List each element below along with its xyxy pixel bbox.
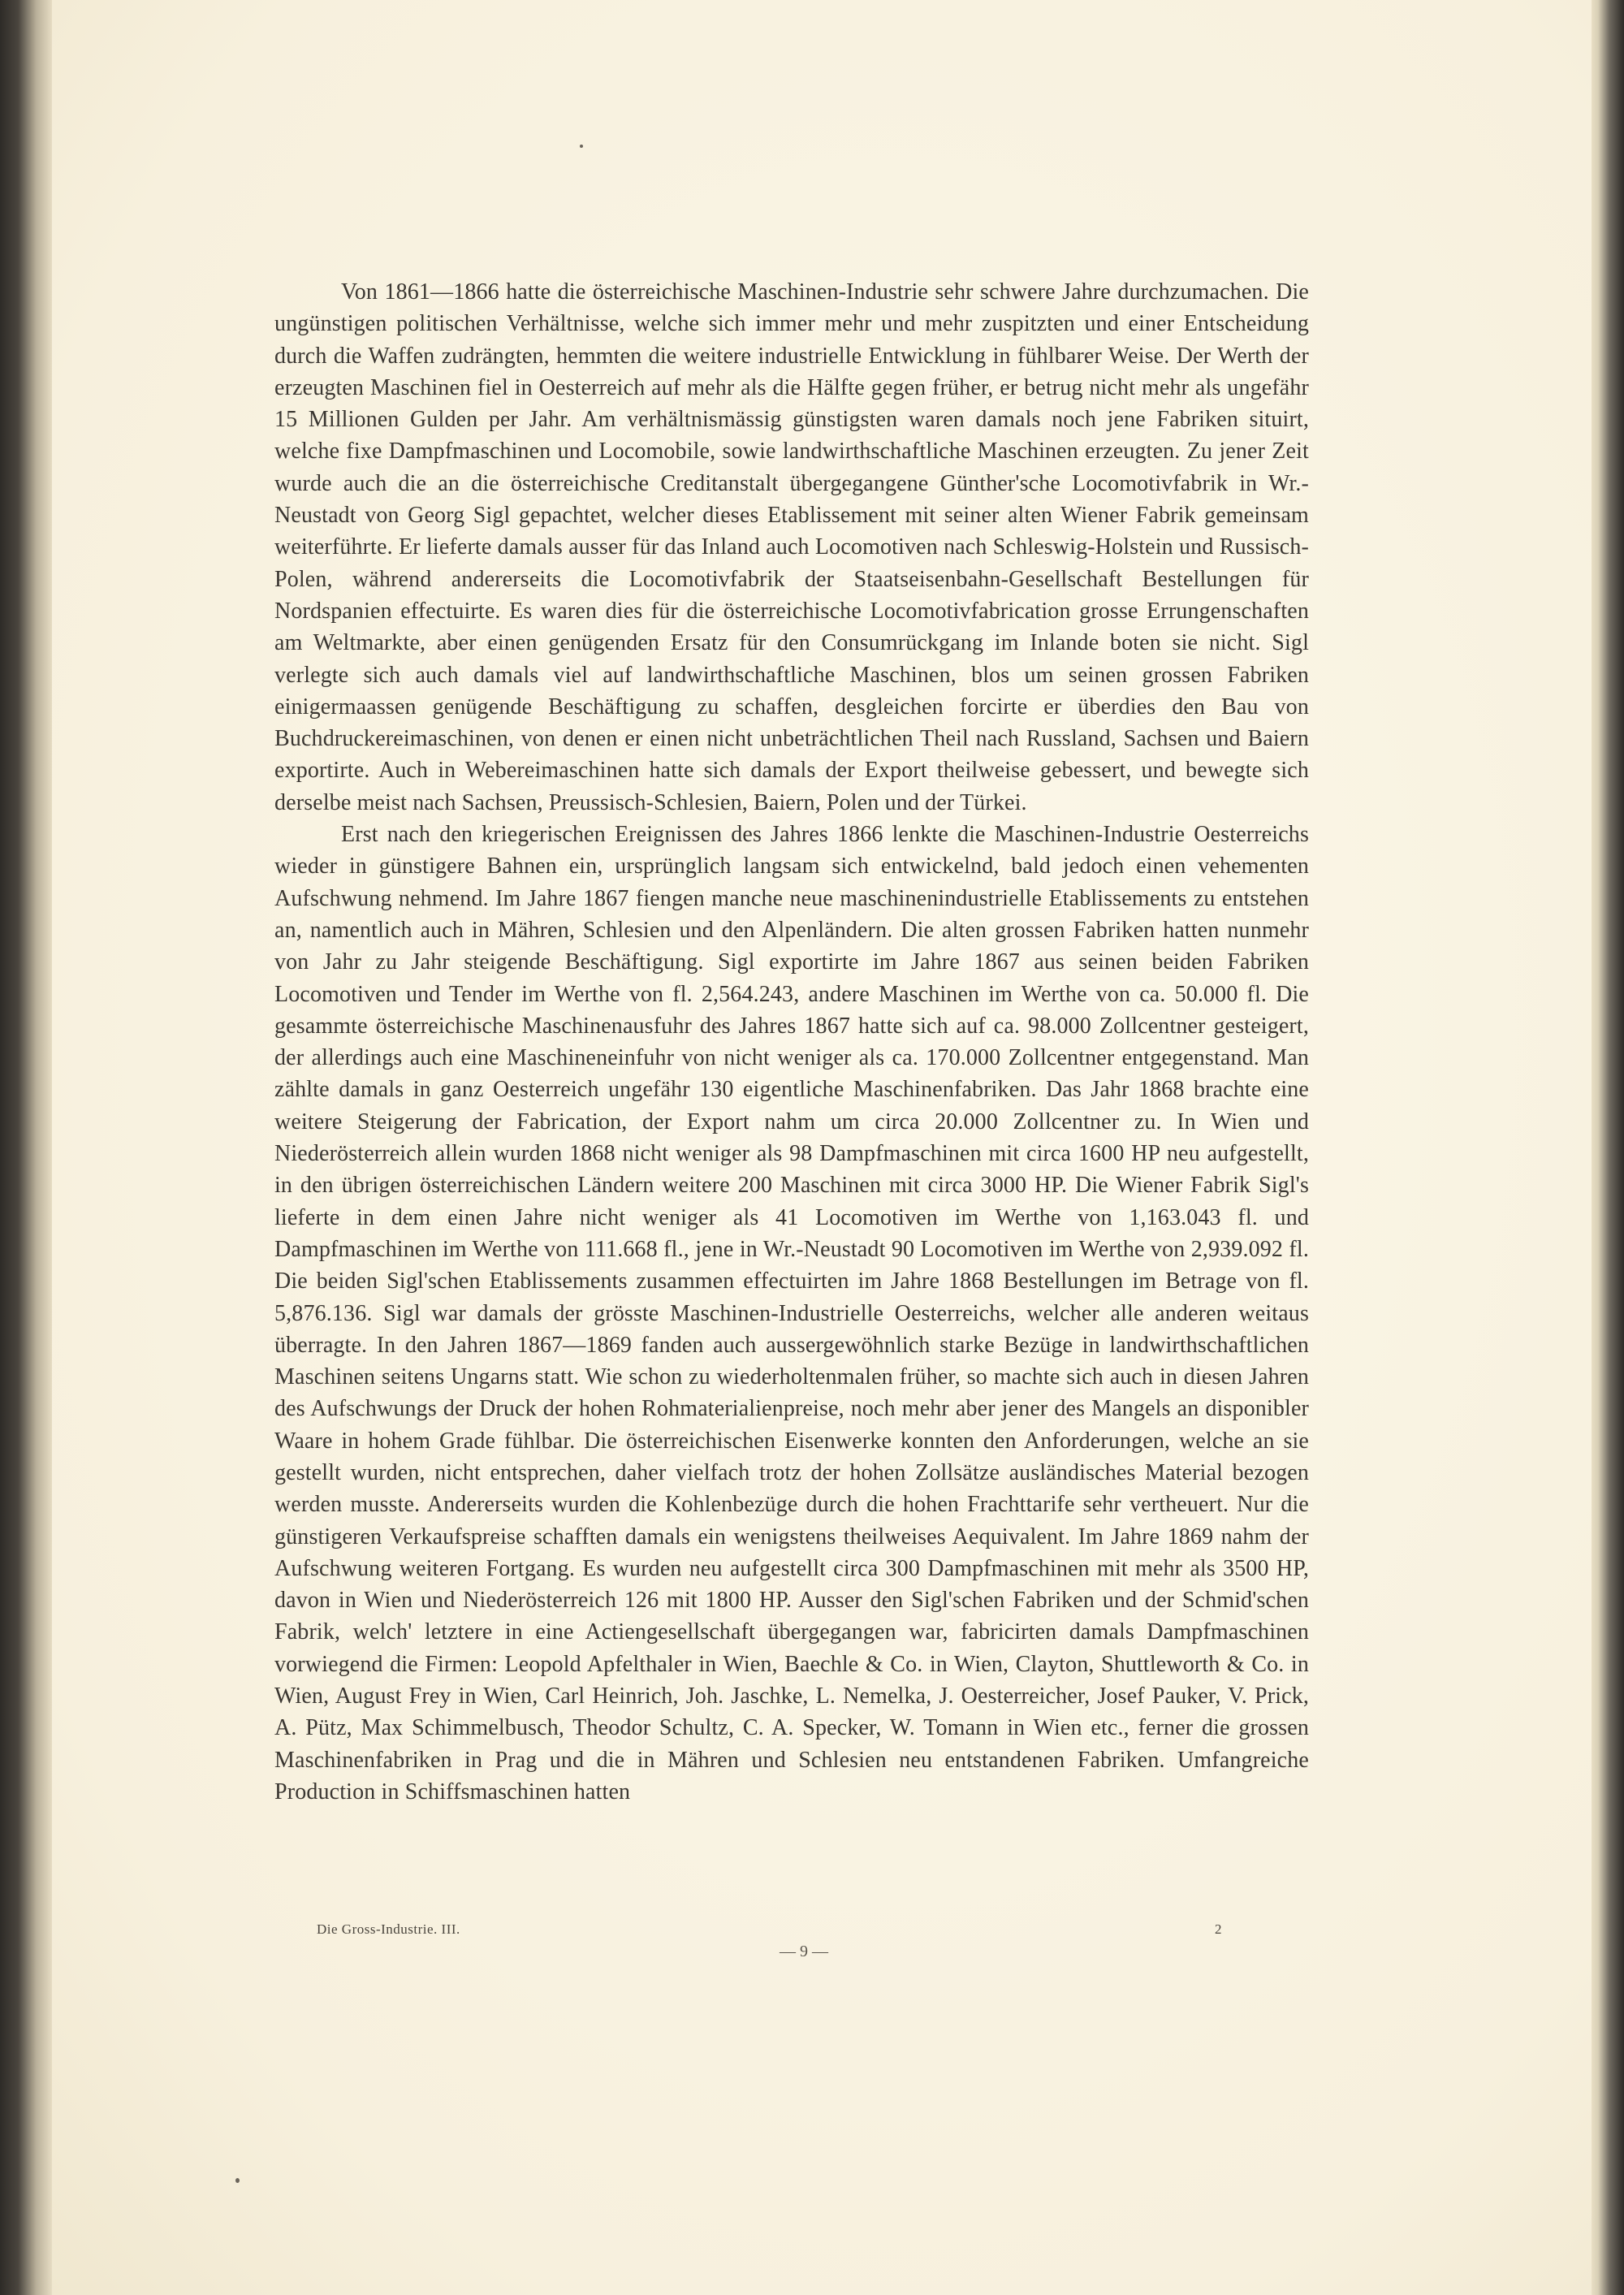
ink-speck — [235, 2178, 240, 2183]
sheet-number: 2 — [1215, 1921, 1222, 1937]
body-text — [274, 276, 1309, 1808]
page-number: — 9 — — [780, 1943, 828, 1960]
ink-speck — [580, 145, 583, 148]
paragraph: Erst nach den kriegerischen Ereignissen des Jahres 1866 lenkte die Maschinen-Industrie Oesterreichs wieder in günstigere Bahnen ein, ursprünglich langsam sich entwickelnd, bald jedoch einen vehementen Aufschwung nehmend. Im Jahre 1867 fiengen manche neue maschinenindustrielle Etablissements zu entstehen an, namentlich auch in Mähren, Schlesien und den Alpenländern. Die alten grossen Fabriken hatten nunmehr von Jahr zu Jahr steigende Beschäftigung. Sigl exportirte im Jahre 1867 aus seinen beiden Fabriken Locomotiven und Tender im Werthe von fl. 2,564.243, andere Maschinen im Werthe von ca. 50.000 fl. Die gesammte österreichische Maschinenausfuhr des Jahres 1867 hatte sich auf ca. 98.000 Zollcentner gesteigert, der allerdings auch eine Maschineneinfuhr von nicht weniger als ca. 170.000 Zollcentner entgegenstand. Man zählte damals in ganz Oesterreich ungefähr 130 eigentliche Maschinenfabriken. Das Jahr 1868 brachte eine weitere Steigerung der Fabrication, der Export nahm um circa 20.000 Zollcentner zu. In Wien und Niederösterreich allein wurden 1868 nicht weniger als 98 Dampfmaschinen mit circa 1600 HP neu aufgestellt, in den übrigen österreichischen Ländern weitere 200 Maschinen mit circa 3000 HP. Die Wiener Fabrik Sigl's lieferte in dem einen Jahre nicht weniger als 41 Locomotiven im Werthe von 1,163.043 fl. und Dampfmaschinen im Werthe von 111.668 fl., jene in Wr.-Neustadt 90 Locomotiven im Werthe von 2,939.092 fl. Die beiden Sigl'schen Etablissements zusammen effectuirten im Jahre 1868 Bestellungen im Betrage von fl. 5,876.136. Sigl war damals der grösste Maschinen-Industrielle Oesterreichs, welcher alle anderen weitaus überragte. In den Jahren 1867—1869 fanden auch aussergewöhnlich starke Bezüge in landwirthschaftlichen Maschinen seitens Ungarns statt. Wie schon zu wiederholtenmalen früher, so machte sich auch in diesen Jahren des Aufschwungs der Druck der hohen Rohmaterialienpreise, noch mehr aber jener des Mangels an disponibler Waare in hohem Grade fühlbar. Die österreichischen Eisenwerke konnten den Anforderungen, welche an sie gestellt wurden, nicht entsprechen, daher vielfach trotz der hohen Zollsätze ausländisches Material bezogen werden musste. Andererseits wurden die Kohlenbezüge durch die hohen Frachttarife sehr vertheuert. Nur die günstigeren Verkaufspreise schafften damals ein wenigstens theilweises Aequivalent. Im Jahre 1869 nahm der Aufschwung weiteren Fortgang. Es wurden neu aufgestellt circa 300 Dampfmaschinen mit mehr als 3500 HP, davon in Wien und Niederösterreich 126 mit 1800 HP. Ausser den Sigl'schen Fabriken und der Schmid'schen Fabrik, welch' letztere in eine Actiengesellschaft übergegangen war, fabricirten damals Dampfmaschinen vorwiegend die Firmen: Leopold Apfelthaler in Wien, Baechle & Co. in Wien, Clayton, Shuttleworth & Co. in Wien, August Frey in Wien, Carl Heinrich, Joh. Jaschke, L. Nemelka, J. Oesterreicher, Josef Pauker, V. Prick, A. Pütz, Max Schimmelbusch, Theodor Schultz, C. A. Specker, W. Tomann in Wien etc., ferner die grossen Maschinenfabriken in Prag und die in Mähren und Schlesien neu entstandenen Fabriken. Umfangreiche Production in Schiffsmaschinen hatten — [274, 822, 1309, 1804]
signature-mark: Die Gross-Industrie. III. — [317, 1921, 460, 1937]
paragraph: Von 1861—1866 hatte die österreichische Maschinen-Industrie sehr schwere Jahre durchzumachen. Die ungünstigen politischen Verhältnisse, welche sich immer mehr und mehr zuspitzten und einer Entscheidung durch die Waffen zudrängten, hemmten die weitere industrielle Entwicklung in fühlbarer Weise. Der Werth der erzeugten Maschinen fiel in Oesterreich auf mehr als die Hälfte gegen früher, er betrug nicht mehr als ungefähr 15 Millionen Gulden per Jahr. Am verhältnismässig günstigsten waren damals noch jene Fabriken situirt, welche fixe Dampfmaschinen und Locomobile, sowie landwirthschaftliche Maschinen erzeugten. Zu jener Zeit wurde auch die an die österreichische Creditanstalt übergegangene Günther'sche Locomotivfabrik in Wr.-Neustadt von Georg Sigl gepachtet, welcher dieses Etablissement mit seiner alten Wiener Fabrik gemeinsam weiterführte. Er lieferte damals ausser für das Inland auch Locomotiven nach Schleswig-Holstein und Russisch-Polen, während andererseits die Locomotivfabrik der Staatseisenbahn-Gesellschaft Bestellungen für Nordspanien effectuirte. Es waren dies für die österreichische Locomotivfabrication grosse Errungenschaften am Weltmarkte, aber einen genügenden Ersatz für den Consumrückgang im Inlande boten sie nicht. Sigl verlegte sich auch damals viel auf landwirthschaftliche Maschinen, blos um seinen grossen Fabriken einigermaassen genügende Beschäftigung zu schaffen, desgleichen forcirte er überdies den Bau von Buchdruckereimaschinen, von denen er einen nicht unbeträchtlichen Theil nach Russland, Sachsen und Baiern exportirte. Auch in Webereimaschinen hatte sich damals der Export theilweise gebessert, und bewegte sich derselbe meist nach Sachsen, Preussisch-Schlesien, Baiern, Polen und der Türkei. — [274, 279, 1309, 815]
